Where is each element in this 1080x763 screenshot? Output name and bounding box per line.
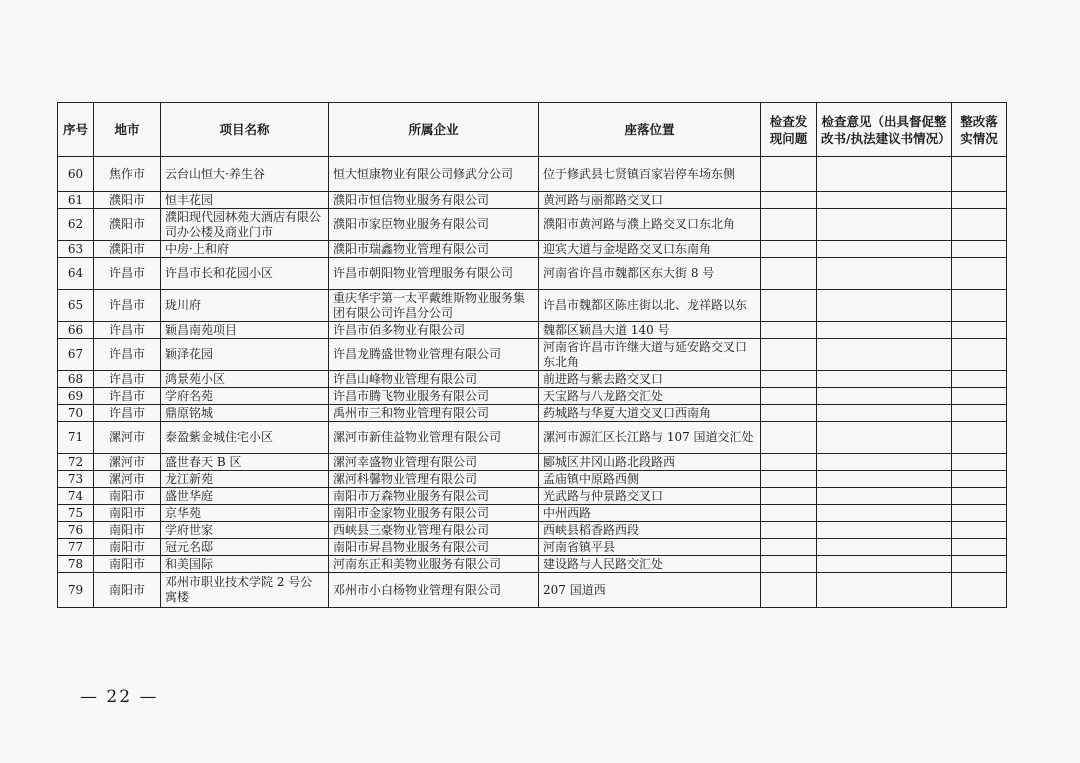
- cell-company: 南阳市万森物业服务有限公司: [329, 488, 539, 505]
- cell-seq: 65: [58, 290, 94, 322]
- cell-opinion: [817, 322, 952, 339]
- cell-company: 漯河幸盛物业管理有限公司: [329, 454, 539, 471]
- table-row: [58, 241, 1007, 258]
- cell-opinion: [817, 556, 952, 573]
- cell-location: 郾城区井冈山路北段路西: [539, 454, 761, 471]
- cell-project: 学府世家: [161, 522, 329, 539]
- header-opinion: 检查意见（出具督促整改书/执法建议书情况）: [817, 103, 952, 157]
- cell-seq: 72: [58, 454, 94, 471]
- cell-city: 焦作市: [94, 157, 161, 192]
- header-location: 座落位置: [539, 103, 761, 157]
- cell-seq: 71: [58, 422, 94, 454]
- cell-opinion: [817, 488, 952, 505]
- cell-opinion: [817, 290, 952, 322]
- cell-location: 河南省许昌市许继大道与延安路交叉口东北角: [539, 339, 761, 371]
- cell-seq: 64: [58, 258, 94, 290]
- cell-city: 濮阳市: [94, 209, 161, 241]
- cell-project: 颖昌南苑项目: [161, 322, 329, 339]
- cell-project: 鸿景苑小区: [161, 371, 329, 388]
- cell-location: 药城路与华夏大道交叉口西南角: [539, 405, 761, 422]
- cell-seq: 74: [58, 488, 94, 505]
- cell-project: 泰盈紫金城住宅小区: [161, 422, 329, 454]
- cell-seq: 60: [58, 157, 94, 192]
- cell-status: [952, 209, 1007, 241]
- cell-company: 漯河科馨物业管理有限公司: [329, 471, 539, 488]
- cell-city: 许昌市: [94, 371, 161, 388]
- cell-issues: [761, 339, 817, 371]
- cell-project: 盛世春天 B 区: [161, 454, 329, 471]
- cell-location: 建设路与人民路交汇处: [539, 556, 761, 573]
- cell-city: 许昌市: [94, 290, 161, 322]
- cell-opinion: [817, 209, 952, 241]
- cell-issues: [761, 371, 817, 388]
- cell-status: [952, 371, 1007, 388]
- cell-location: 中州西路: [539, 505, 761, 522]
- cell-opinion: [817, 192, 952, 209]
- table-row: [58, 422, 1007, 454]
- table-row: [58, 388, 1007, 405]
- header-seq: 序号: [58, 103, 94, 157]
- cell-project: 京华苑: [161, 505, 329, 522]
- cell-opinion: [817, 258, 952, 290]
- cell-project: 鼎原铭城: [161, 405, 329, 422]
- cell-project: 珑川府: [161, 290, 329, 322]
- cell-status: [952, 241, 1007, 258]
- cell-issues: [761, 422, 817, 454]
- header-status: 整改落实情况: [952, 103, 1007, 157]
- cell-opinion: [817, 539, 952, 556]
- cell-status: [952, 539, 1007, 556]
- cell-issues: [761, 258, 817, 290]
- cell-issues: [761, 241, 817, 258]
- cell-status: [952, 573, 1007, 608]
- cell-city: 漯河市: [94, 471, 161, 488]
- table-row: [58, 371, 1007, 388]
- cell-issues: [761, 388, 817, 405]
- header-issues: 检查发现问题: [761, 103, 817, 157]
- cell-location: 天宝路与八龙路交汇处: [539, 388, 761, 405]
- cell-company: 漯河市新佳益物业管理有限公司: [329, 422, 539, 454]
- cell-opinion: [817, 422, 952, 454]
- cell-project: 龙江新苑: [161, 471, 329, 488]
- cell-status: [952, 192, 1007, 209]
- cell-status: [952, 322, 1007, 339]
- cell-status: [952, 157, 1007, 192]
- inspection-table: [57, 102, 1007, 608]
- cell-location: 光武路与仲景路交叉口: [539, 488, 761, 505]
- cell-seq: 73: [58, 471, 94, 488]
- cell-location: 位于修武县七贤镇百家岩停车场东侧: [539, 157, 761, 192]
- header-company: 所属企业: [329, 103, 539, 157]
- cell-city: 许昌市: [94, 258, 161, 290]
- cell-company: 河南东正和美物业服务有限公司: [329, 556, 539, 573]
- cell-status: [952, 422, 1007, 454]
- cell-city: 南阳市: [94, 556, 161, 573]
- cell-seq: 62: [58, 209, 94, 241]
- table-row: [58, 522, 1007, 539]
- cell-city: 许昌市: [94, 322, 161, 339]
- cell-issues: [761, 556, 817, 573]
- cell-issues: [761, 573, 817, 608]
- cell-seq: 63: [58, 241, 94, 258]
- cell-seq: 68: [58, 371, 94, 388]
- table-row: [58, 488, 1007, 505]
- cell-seq: 77: [58, 539, 94, 556]
- cell-seq: 79: [58, 573, 94, 608]
- cell-project: 盛世华庭: [161, 488, 329, 505]
- cell-location: 孟庙镇中原路西侧: [539, 471, 761, 488]
- cell-seq: 69: [58, 388, 94, 405]
- cell-city: 濮阳市: [94, 192, 161, 209]
- cell-project: 学府名苑: [161, 388, 329, 405]
- cell-project: 许昌市长和花园小区: [161, 258, 329, 290]
- cell-status: [952, 556, 1007, 573]
- cell-seq: 67: [58, 339, 94, 371]
- cell-location: 漯河市源汇区长江路与 107 国道交汇处: [539, 422, 761, 454]
- table-row: [58, 339, 1007, 371]
- cell-opinion: [817, 388, 952, 405]
- cell-project: 濮阳现代园林苑大酒店有限公司办公楼及商业门市: [161, 209, 329, 241]
- cell-location: 迎宾大道与金堤路交叉口东南角: [539, 241, 761, 258]
- cell-location: 西峡县稻香路西段: [539, 522, 761, 539]
- cell-city: 南阳市: [94, 573, 161, 608]
- cell-city: 漯河市: [94, 422, 161, 454]
- table-row: [58, 454, 1007, 471]
- cell-status: [952, 339, 1007, 371]
- header-city: 地市: [94, 103, 161, 157]
- cell-status: [952, 488, 1007, 505]
- cell-seq: 78: [58, 556, 94, 573]
- table-header-row: [58, 103, 1007, 157]
- cell-city: 南阳市: [94, 522, 161, 539]
- cell-company: 南阳市金家物业服务有限公司: [329, 505, 539, 522]
- cell-company: 许昌山峰物业管理有限公司: [329, 371, 539, 388]
- cell-city: 许昌市: [94, 339, 161, 371]
- header-project: 项目名称: [161, 103, 329, 157]
- cell-opinion: [817, 241, 952, 258]
- page-number: — 22 —: [80, 687, 159, 707]
- table-row: [58, 539, 1007, 556]
- cell-project: 云台山恒大·养生谷: [161, 157, 329, 192]
- cell-city: 许昌市: [94, 388, 161, 405]
- cell-status: [952, 471, 1007, 488]
- table-row: [58, 192, 1007, 209]
- cell-status: [952, 505, 1007, 522]
- cell-seq: 76: [58, 522, 94, 539]
- cell-issues: [761, 290, 817, 322]
- cell-opinion: [817, 505, 952, 522]
- cell-status: [952, 258, 1007, 290]
- cell-seq: 70: [58, 405, 94, 422]
- cell-company: 许昌龙腾盛世物业管理有限公司: [329, 339, 539, 371]
- cell-city: 南阳市: [94, 488, 161, 505]
- cell-status: [952, 405, 1007, 422]
- cell-location: 黄河路与丽都路交叉口: [539, 192, 761, 209]
- cell-location: 许昌市魏都区陈庄街以北、龙祥路以东: [539, 290, 761, 322]
- cell-location: 魏都区颖昌大道 140 号: [539, 322, 761, 339]
- table-row: [58, 471, 1007, 488]
- cell-company: 濮阳市瑞鑫物业管理有限公司: [329, 241, 539, 258]
- cell-issues: [761, 209, 817, 241]
- cell-company: 南阳市昇昌物业服务有限公司: [329, 539, 539, 556]
- cell-location: 河南省许昌市魏都区东大街 8 号: [539, 258, 761, 290]
- cell-opinion: [817, 471, 952, 488]
- cell-location: 207 国道西: [539, 573, 761, 608]
- cell-issues: [761, 157, 817, 192]
- table-row: [58, 505, 1007, 522]
- cell-status: [952, 290, 1007, 322]
- cell-project: 颖泽花园: [161, 339, 329, 371]
- cell-opinion: [817, 371, 952, 388]
- cell-location: 河南省镇平县: [539, 539, 761, 556]
- cell-seq: 75: [58, 505, 94, 522]
- table-row: [58, 290, 1007, 322]
- cell-opinion: [817, 405, 952, 422]
- cell-issues: [761, 522, 817, 539]
- cell-location: 前进路与紫去路交叉口: [539, 371, 761, 388]
- cell-seq: 66: [58, 322, 94, 339]
- cell-status: [952, 454, 1007, 471]
- cell-issues: [761, 454, 817, 471]
- table-body: [58, 157, 1007, 608]
- cell-issues: [761, 405, 817, 422]
- cell-location: 濮阳市黄河路与濮上路交叉口东北角: [539, 209, 761, 241]
- cell-issues: [761, 192, 817, 209]
- cell-project: 冠元名邸: [161, 539, 329, 556]
- cell-company: 恒大恒康物业有限公司修武分公司: [329, 157, 539, 192]
- table-row: [58, 209, 1007, 241]
- cell-company: 重庆华宇第一太平戴维斯物业服务集团有限公司许昌分公司: [329, 290, 539, 322]
- cell-issues: [761, 488, 817, 505]
- cell-company: 许昌市朝阳物业管理服务有限公司: [329, 258, 539, 290]
- cell-project: 邓州市职业技术学院 2 号公寓楼: [161, 573, 329, 608]
- table-row: [58, 322, 1007, 339]
- cell-issues: [761, 471, 817, 488]
- cell-company: 邓州市小白杨物业管理有限公司: [329, 573, 539, 608]
- cell-opinion: [817, 522, 952, 539]
- cell-opinion: [817, 339, 952, 371]
- cell-city: 濮阳市: [94, 241, 161, 258]
- cell-project: 和美国际: [161, 556, 329, 573]
- table-row: [58, 405, 1007, 422]
- cell-city: 南阳市: [94, 539, 161, 556]
- cell-status: [952, 522, 1007, 539]
- cell-company: 许昌市佰多物业有限公司: [329, 322, 539, 339]
- cell-city: 南阳市: [94, 505, 161, 522]
- cell-opinion: [817, 157, 952, 192]
- cell-city: 漯河市: [94, 454, 161, 471]
- cell-project: 恒丰花园: [161, 192, 329, 209]
- cell-company: 禹州市三和物业管理有限公司: [329, 405, 539, 422]
- cell-project: 中房·上和府: [161, 241, 329, 258]
- table-row: [58, 157, 1007, 192]
- cell-city: 许昌市: [94, 405, 161, 422]
- cell-issues: [761, 505, 817, 522]
- table-row: [58, 556, 1007, 573]
- cell-issues: [761, 539, 817, 556]
- cell-status: [952, 388, 1007, 405]
- cell-company: 许昌市腾飞物业服务有限公司: [329, 388, 539, 405]
- cell-seq: 61: [58, 192, 94, 209]
- cell-company: 濮阳市恒信物业服务有限公司: [329, 192, 539, 209]
- table-row: [58, 258, 1007, 290]
- table-row: [58, 573, 1007, 608]
- cell-opinion: [817, 573, 952, 608]
- cell-company: 濮阳市家臣物业服务有限公司: [329, 209, 539, 241]
- cell-company: 西峡县三豪物业管理有限公司: [329, 522, 539, 539]
- cell-issues: [761, 322, 817, 339]
- cell-opinion: [817, 454, 952, 471]
